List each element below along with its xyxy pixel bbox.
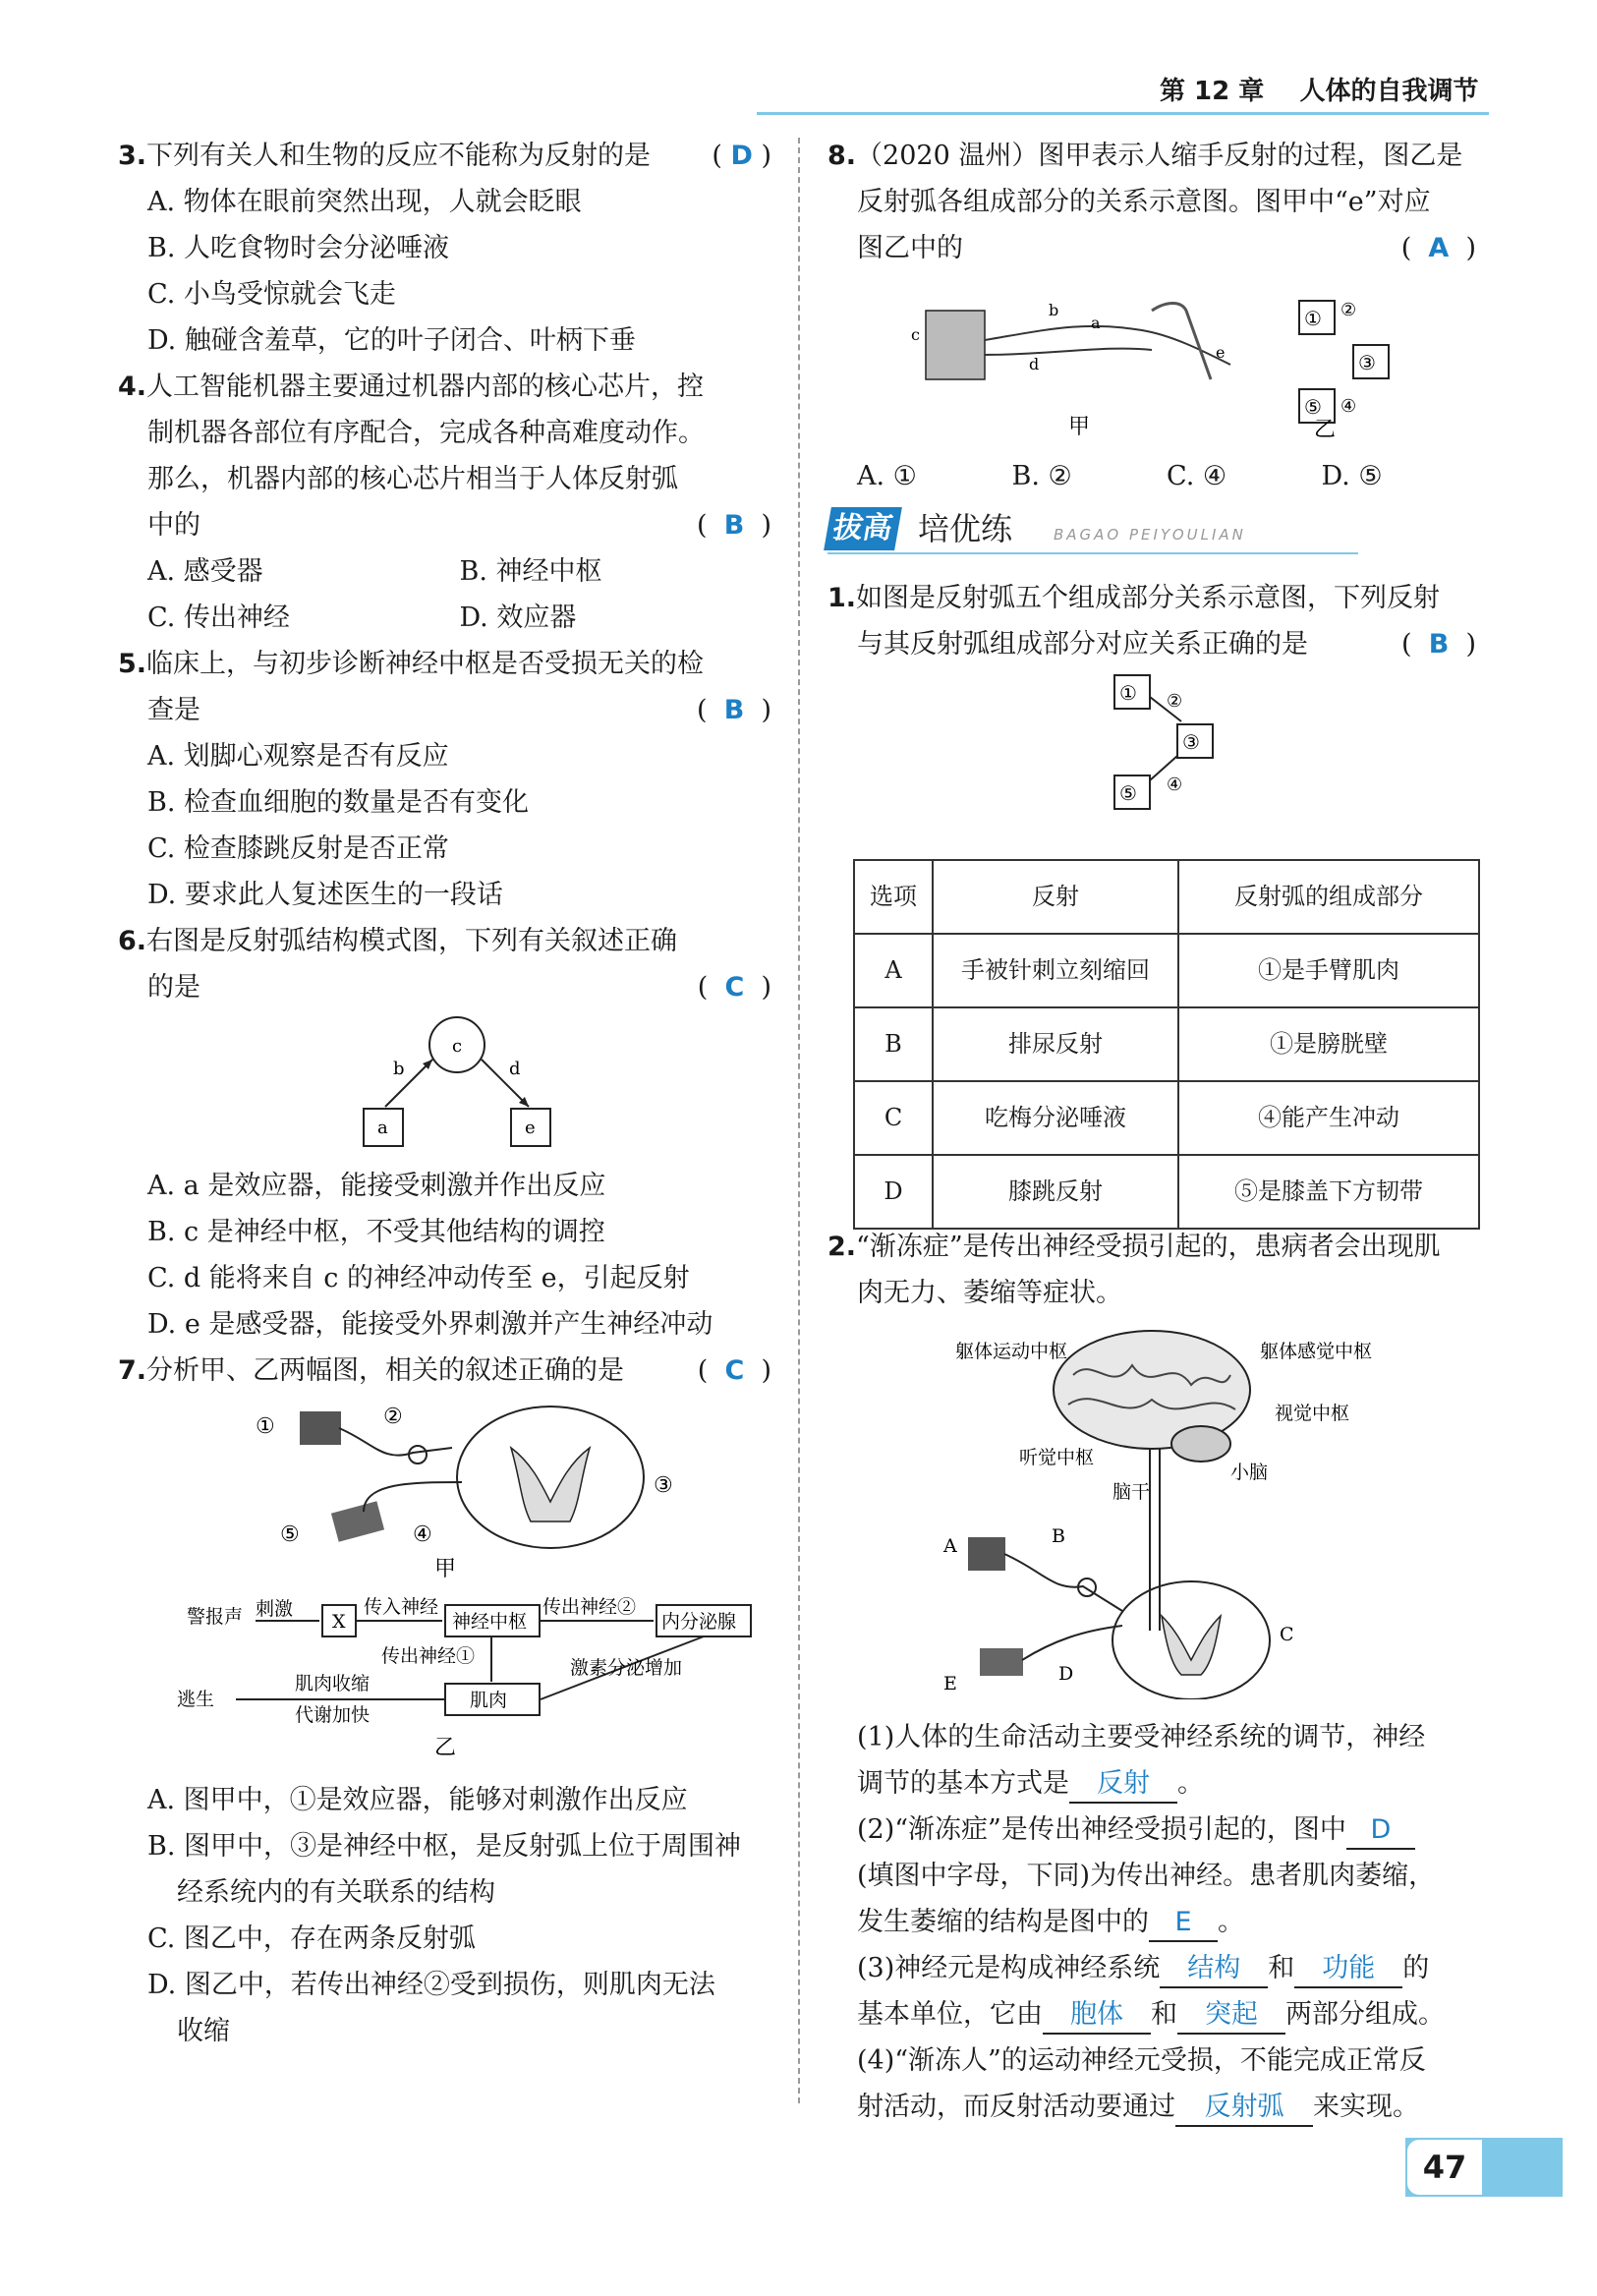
question-stem: 人工智能机器主要通过机器内部的核心芯片，控	[146, 372, 705, 402]
column-divider	[798, 138, 800, 2103]
cerebellum	[1171, 1426, 1230, 1462]
label-e: E	[943, 1673, 957, 1694]
question-8: 8.（2020 温州）图甲表示人缩手反射的过程，图乙是 反射弧各组成部分的关系示意图。图甲中“e”对应 图乙中的 ( A ) c b a d e 甲 ① ② ③ ④ ⑤ 乙 A. ① B. ② C. ④ D. ⑤	[827, 133, 1476, 499]
node-2: ②	[1167, 691, 1183, 712]
answer-mark: A	[1428, 233, 1450, 263]
node-3: ③	[1358, 351, 1376, 374]
sub-question-2-cont: 发生萎缩的结构是图中的	[857, 1907, 1149, 1937]
option-d: D. e 是感受器，能接受外界刺激并产生神经冲动	[147, 1309, 713, 1340]
table-cell: 手被针刺立刻缩回	[933, 934, 1178, 1007]
node-4: ④	[1167, 775, 1183, 795]
option-c: C. 小鸟受惊就会飞走	[147, 279, 396, 310]
option-b: B. ②	[1011, 461, 1072, 491]
option-c: C. ④	[1167, 461, 1227, 491]
question-stem: 图乙中的	[857, 233, 963, 263]
table-cell: ①是膀胱壁	[1178, 1007, 1479, 1081]
question-stem: 如图是反射弧五个组成部分关系示意图，下列反射	[856, 583, 1441, 613]
chapter-number: 第 12 章	[1160, 77, 1265, 106]
answer-mark: C	[724, 1355, 745, 1386]
header-rule	[757, 112, 1489, 115]
question-4: 4.人工智能机器主要通过机器内部的核心芯片，控 制机器各部位有序配合，完成各种高难度动作。 那么，机器内部的核心芯片相当于人体反射弧 中的 ( B ) A. 感受器 B. 神经中枢 C. 传出神经 D. 效应器	[118, 364, 771, 641]
option-c: C. d 能将来自 c 的神经冲动传至 e，引起反射	[147, 1263, 690, 1293]
mark-3: ③	[654, 1473, 673, 1498]
answer-mark: C	[724, 972, 745, 1003]
option-c: C. 检查膝跳反射是否正常	[147, 833, 449, 864]
option-a: A. 物体在眼前突然出现，人就会眨眼	[147, 187, 582, 217]
table-row	[854, 934, 1479, 1007]
question-stem: 的是	[147, 972, 200, 1003]
spinal-cord	[457, 1406, 644, 1548]
question-number: 1.	[827, 583, 857, 613]
afferent-label: 传入神经	[364, 1596, 439, 1618]
node-c-label: c	[452, 1036, 463, 1057]
problem-2	[827, 1224, 1476, 2130]
option-a: A. a 是效应器，能接受刺激并作出反应	[147, 1171, 606, 1201]
sub-question-4: (4)“渐冻人”的运动神经元受损，不能完成正常反	[857, 2045, 1426, 2076]
sub-question-2-cont: (填图中字母，下同)为传出神经。患者肌肉萎缩，	[857, 1861, 1436, 1891]
question-number: 4.	[118, 372, 147, 402]
table-cell: 膝跳反射	[933, 1155, 1178, 1229]
question-stem: 查是	[147, 695, 200, 725]
conj: 和	[1268, 1953, 1295, 1983]
contract-label: 肌肉收缩	[295, 1673, 371, 1694]
node-5: ⑤	[1304, 395, 1322, 419]
option-d: D. ⑤	[1321, 461, 1383, 491]
table-row	[854, 1155, 1479, 1229]
label-hearing-center: 听觉中枢	[1019, 1447, 1095, 1468]
mark-2: ②	[383, 1405, 403, 1429]
receptor-skin-block	[300, 1411, 341, 1445]
question-number: 7.	[118, 1355, 147, 1386]
answer-mark: B	[1428, 629, 1450, 660]
option-b: B. 神经中枢	[459, 556, 602, 587]
label-c: c	[911, 325, 920, 344]
question-3: 3.下列有关人和生物的反应不能称为反射的是 ( D ) A. 物体在眼前突然出现，人就会眨眼 B. 人吃食物时会分泌唾液 C. 小鸟受惊就会飞走 D. 触碰含羞草，它的叶子闭合、叶柄下垂	[118, 133, 771, 364]
center-label: 神经中枢	[452, 1611, 528, 1633]
option-b-cont: 经系统内的有关联系的结构	[177, 1877, 495, 1908]
label-cerebellum: 小脑	[1230, 1462, 1269, 1483]
label-b: B	[1052, 1525, 1065, 1547]
mark-4: ④	[413, 1522, 432, 1547]
answer-blank: 结构	[1160, 1951, 1268, 1988]
option-b: B. 人吃食物时会分泌唾液	[147, 233, 450, 263]
stimulus-label: 刺激	[256, 1598, 294, 1620]
question-number: 6.	[118, 926, 147, 956]
answer-mark: B	[723, 510, 745, 541]
alarm-label: 警报声	[187, 1606, 244, 1628]
effector-block	[980, 1648, 1023, 1676]
node-a-label: a	[377, 1118, 388, 1138]
option-d: D. 要求此人复述医生的一段话	[147, 880, 503, 910]
sub-question-2: (2)“渐冻症”是传出神经受损引起的，图中	[857, 1814, 1346, 1845]
node-1: ①	[1119, 681, 1137, 705]
withdrawal-reflex-figures	[827, 271, 1476, 438]
section-rule	[827, 552, 1358, 554]
question-number: 8.	[827, 141, 857, 171]
arrow-b-label: b	[393, 1059, 405, 1079]
label-a: a	[1091, 314, 1101, 332]
hormone-label: 激素分泌增加	[570, 1657, 683, 1679]
question-number: 2.	[827, 1232, 857, 1262]
metabolism-label: 代谢加快	[295, 1704, 371, 1726]
question-stem: 分析甲、乙两幅图，相关的叙述正确的是	[146, 1355, 625, 1386]
table-cell: A	[854, 934, 933, 1007]
section-pinyin: BAGAO PEIYOULIAN	[1054, 526, 1246, 544]
section-title-b: 培优练	[918, 510, 1013, 547]
mark-1: ①	[256, 1414, 275, 1439]
spinal-section-image	[926, 311, 985, 379]
option-a: A. 图甲中，①是效应器，能够对刺激作出反应	[147, 1785, 688, 1815]
sub-question-4-cont: 射活动，而反射活动要通过	[857, 2092, 1175, 2122]
answer-mark: B	[723, 695, 745, 725]
table-cell: B	[854, 1007, 933, 1081]
figure-label-jia: 甲	[434, 1557, 457, 1580]
label-sensory-center: 躯体感觉中枢	[1260, 1341, 1373, 1362]
question-6: 6.右图是反射弧结构模式图，下列有关叙述正确 的是 ( C ) c a e b d A. a 是效应器，能接受刺激并作出反应 B. c 是神经中枢，不受其他结构的调控 C. d 能将来自 c 的神经冲动传至 e，引起反射 D. e 是感受器，能接受外界刺激并产生神经冲动	[118, 918, 771, 1348]
table-cell: ④能产生冲动	[1178, 1081, 1479, 1155]
mark-5: ⑤	[280, 1522, 300, 1547]
conj: 和	[1151, 1999, 1177, 2030]
option-c: C. 传出神经	[147, 603, 290, 633]
right-column	[827, 133, 1476, 499]
answer-blank: 反射	[1069, 1766, 1177, 1804]
answer-blank: E	[1149, 1905, 1218, 1942]
label-visual-center: 视觉中枢	[1275, 1403, 1350, 1424]
question-stem: “渐冻症”是传出神经受损引起的，患病者会出现肌	[856, 1232, 1441, 1262]
node-e-label: e	[525, 1118, 536, 1138]
answer-blank: D	[1346, 1812, 1415, 1850]
arrow-d-label: d	[509, 1059, 521, 1079]
question-stem: 中的	[147, 510, 200, 541]
left-column	[118, 133, 771, 2054]
label-e: e	[1216, 343, 1226, 362]
question-stem: 右图是反射弧结构模式图，下列有关叙述正确	[146, 926, 678, 956]
sub-question-3-end: 两部分组成。	[1285, 1999, 1445, 2030]
sub-question-3: (3)神经元是构成神经系统	[857, 1953, 1161, 1983]
node-2: ②	[1340, 300, 1357, 320]
table-row	[854, 1007, 1479, 1081]
answer-blank: 反射弧	[1175, 2090, 1313, 2127]
label-a: A	[943, 1535, 957, 1557]
muscle-label: 肌肉	[470, 1690, 508, 1711]
sub-question-1: (1)人体的生命活动主要受神经系统的调节，神经	[857, 1722, 1426, 1752]
escape-label: 逃生	[177, 1689, 215, 1710]
question-number: 3.	[118, 141, 147, 171]
node-5: ⑤	[1119, 781, 1137, 805]
reflex-flow-figure-yi	[118, 1595, 771, 1762]
spinal-cord	[1112, 1581, 1270, 1699]
table-cell: D	[854, 1155, 933, 1229]
efferent2-label: 传出神经②	[542, 1596, 637, 1618]
figure-label-jia: 甲	[1068, 415, 1091, 438]
answer-blank: 功能	[1294, 1951, 1402, 1988]
question-number: 5.	[118, 649, 147, 679]
option-d: D. 图乙中，若传出神经②受到损伤，则肌肉无法	[147, 1970, 715, 2000]
table-cell: 吃梅分泌唾液	[933, 1081, 1178, 1155]
figure-label-yi: 乙	[434, 1736, 457, 1760]
brain-spinal-figure	[827, 1316, 1476, 1699]
receptor-block	[968, 1537, 1005, 1571]
label-b: b	[1049, 301, 1059, 319]
table-cell: 排尿反射	[933, 1007, 1178, 1081]
sub-question-3-cont: 基本单位，它由	[857, 1999, 1043, 2030]
node-4: ④	[1340, 396, 1357, 417]
table-header: 选项	[854, 860, 933, 934]
question-stem: 反射弧各组成部分的关系示意图。图甲中“e”对应	[857, 187, 1431, 217]
question-stem: 制机器各部位有序配合，完成各种高难度动作。	[147, 418, 705, 448]
question-stem: 临床上，与初步诊断神经中枢是否受损无关的检	[146, 649, 705, 679]
chapter-header	[1160, 69, 1479, 115]
question-stem: 与其反射弧组成部分对应关系正确的是	[857, 629, 1308, 660]
arrow-d	[482, 1060, 529, 1107]
option-b: B. 检查血细胞的数量是否有变化	[147, 787, 530, 818]
table-cell: ⑤是膝盖下方韧带	[1178, 1155, 1479, 1229]
ganglion	[409, 1446, 427, 1464]
page-number: 47	[1422, 2149, 1467, 2186]
table-header: 反射	[933, 860, 1178, 934]
option-b: B. 图甲中，③是神经中枢，是反射弧上位于周围神	[147, 1831, 742, 1862]
reflex-table	[853, 859, 1480, 1230]
answer-blank: 突起	[1177, 1997, 1285, 2035]
option-b: B. c 是神经中枢，不受其他结构的调控	[147, 1217, 605, 1247]
option-a: A. 感受器	[147, 556, 263, 587]
question-5: 5.临床上，与初步诊断神经中枢是否受损无关的检 查是 ( B ) A. 划脚心观察是否有反应 B. 检查血细胞的数量是否有变化 C. 检查膝跳反射是否正常 D. 要求此人复述医生的一段话	[118, 641, 771, 918]
option-a: A. 划脚心观察是否有反应	[147, 741, 449, 772]
table-header-row	[854, 860, 1479, 934]
table-cell: C	[854, 1081, 933, 1155]
sub-question-1-cont: 调节的基本方式是	[857, 1768, 1069, 1799]
question-stem: 那么，机器内部的核心芯片相当于人体反射弧	[147, 464, 678, 494]
question-stem: （2020 温州）图甲表示人缩手反射的过程，图乙是	[856, 141, 1463, 171]
node-1: ①	[1304, 307, 1322, 330]
option-d: D. 触碰含羞草，它的叶子闭合、叶柄下垂	[147, 325, 636, 356]
option-a: A. ①	[857, 461, 917, 491]
label-brainstem: 脑干	[1112, 1481, 1151, 1503]
option-c: C. 图乙中，存在两条反射弧	[147, 1923, 476, 1954]
answer-mark: D	[730, 141, 753, 171]
period: 。	[1218, 1907, 1244, 1937]
section-title-a: 拔高	[824, 507, 902, 550]
chapter-title: 人体的自我调节	[1299, 77, 1479, 106]
table-header: 反射弧的组成部分	[1178, 860, 1479, 934]
node-3: ③	[1182, 730, 1200, 754]
table-cell: ①是手臂肌肉	[1178, 934, 1479, 1007]
answer-blank: 胞体	[1043, 1997, 1151, 2035]
label-d: D	[1058, 1663, 1074, 1685]
option-d: D. 效应器	[459, 603, 577, 633]
label-c: C	[1280, 1624, 1294, 1645]
label-d: d	[1029, 355, 1040, 373]
question-stem: 肉无力、萎缩等症状。	[857, 1278, 1122, 1308]
table-row	[854, 1081, 1479, 1155]
gland-label: 内分泌腺	[661, 1611, 737, 1633]
reflex-arc-diagram	[118, 1010, 771, 1148]
problem-1: 1.如图是反射弧五个组成部分关系示意图，下列反射 与其反射弧组成部分对应关系正确的是 ( B ) ① ② ③ ④ ⑤ 选项 反射 反射弧的组成部分 A 手被针刺立刻缩回 ①是手臂肌肉 B 排尿反射 ①是膀胱壁 C 吃梅分泌唾液 ④能产生冲动 D 膝跳反射 ⑤是膝盖下方韧带	[827, 575, 1476, 1230]
sub-question-4-end: 来实现。	[1313, 2092, 1419, 2122]
question-stem: 下列有关人和生物的反应不能称为反射的是	[146, 141, 652, 171]
figure-label-yi: 乙	[1314, 418, 1337, 438]
option-d-cont: 收缩	[177, 2016, 230, 2046]
spinal-reflex-figure-jia	[118, 1394, 771, 1580]
effector-muscle-block	[331, 1501, 384, 1541]
particle: 的	[1402, 1953, 1430, 1983]
x-label: X	[332, 1611, 346, 1633]
label-motor-center: 躯体运动中枢	[955, 1341, 1068, 1362]
five-part-arc-diagram	[827, 667, 1476, 844]
efferent1-label: 传出神经①	[381, 1645, 476, 1667]
question-7: 7.分析甲、乙两幅图，相关的叙述正确的是 ( C ) ① ② ③ ④ ⑤ 甲 警报声 刺激 X 传入神经 神经中枢 传出神经② 内分泌腺 传出神经① 肌肉 激素分泌增加 肌肉收缩 代谢加快 逃生 乙 A. 图甲中，①是效应器，能够对刺激作出反应 B. 图甲中，③是神经中枢，是反射弧上位于周围神 经系统内的有关联系的结构 C. 图乙中，存在两条反射弧 D. 图乙中，若传出神经②受到损伤，则肌肉无法 收缩	[118, 1348, 771, 2054]
period: 。	[1177, 1768, 1204, 1799]
section-title-banner	[827, 501, 1358, 560]
